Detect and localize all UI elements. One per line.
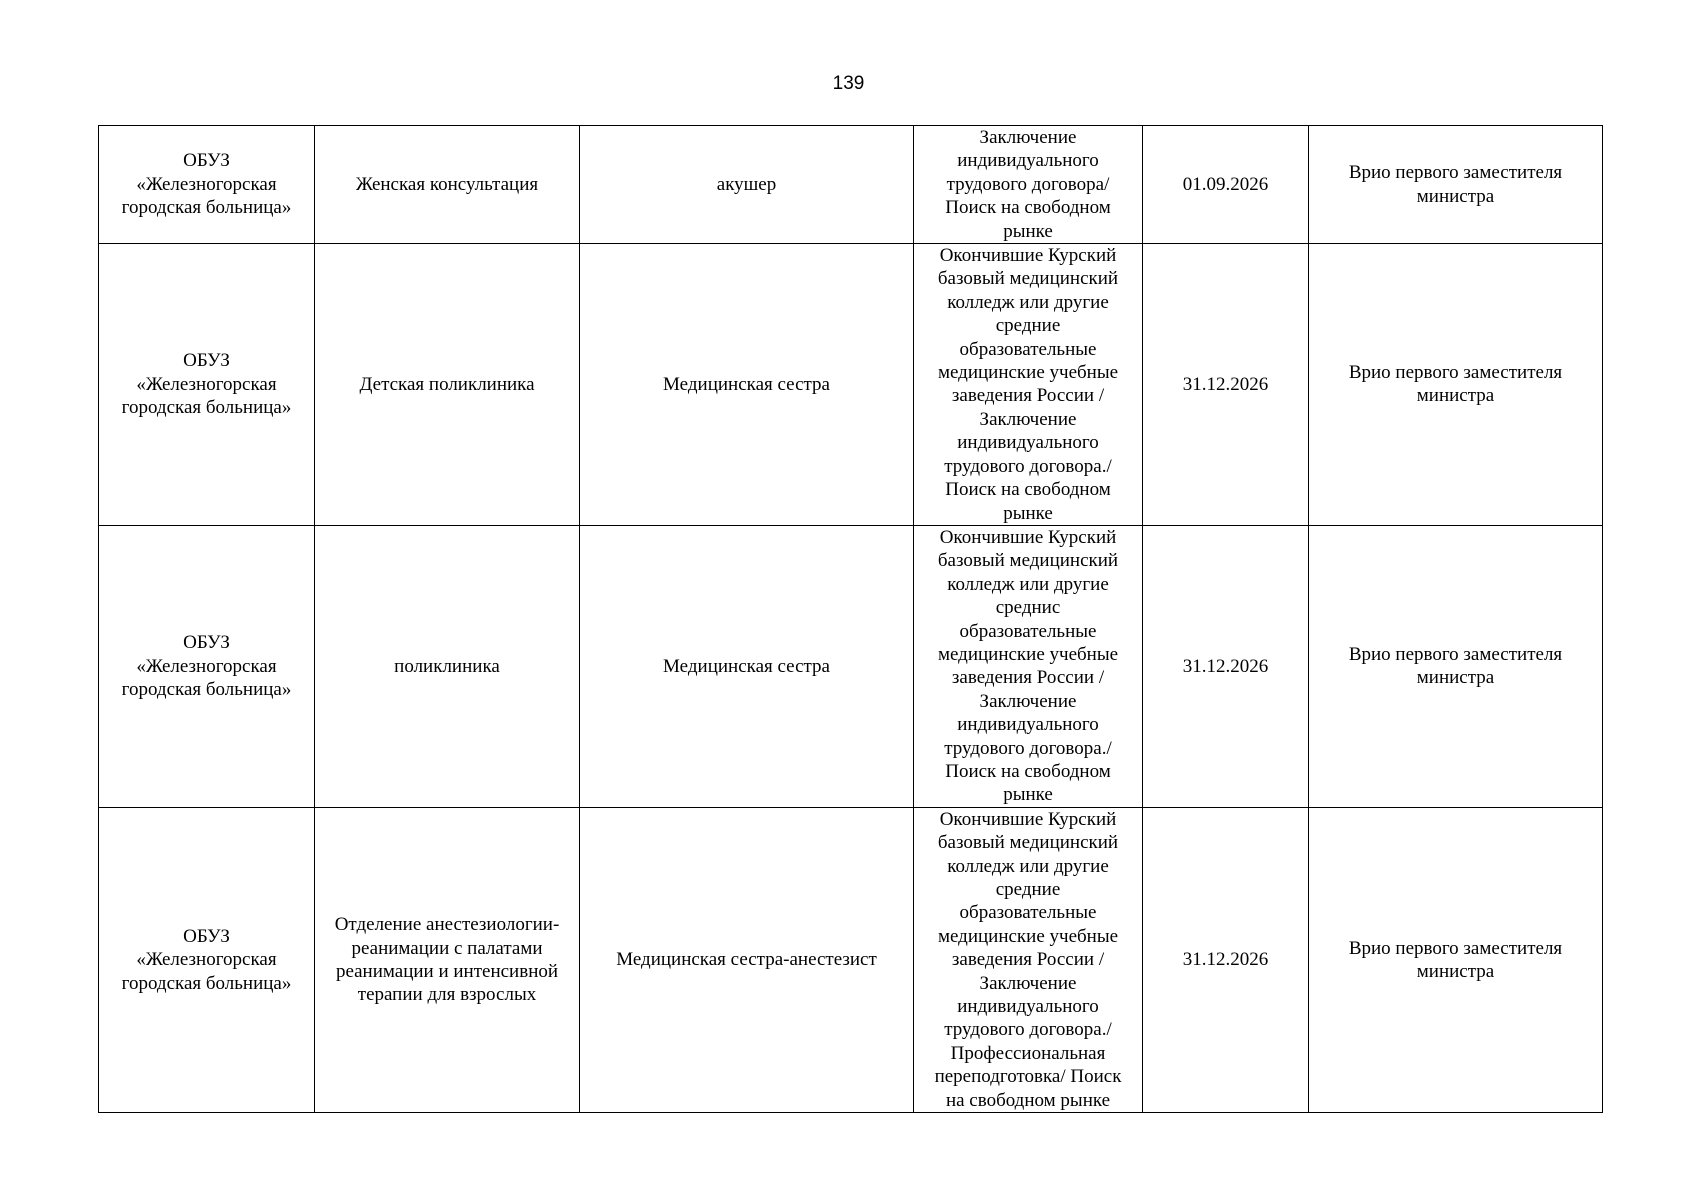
department-cell: Женская консультация <box>315 126 580 244</box>
responsible-cell: Врио первого заместителя министра <box>1309 525 1603 807</box>
organization-cell: ОБУЗ «Железногорская городская больница» <box>99 126 315 244</box>
position-cell: Медицинская сестра <box>580 525 914 807</box>
department-cell: поликлиника <box>315 525 580 807</box>
date-cell: 31.12.2026 <box>1143 244 1309 526</box>
table-row <box>99 126 1603 244</box>
table-row <box>99 244 1603 526</box>
basis-cell: Окончившие Курский базовый медицинский колледж или другие средние образовательные медицинские учебные заведения России / Заключение индивидуального трудового договора./ Профессиональная переподготовка/ Поиск на свободном рынке <box>914 807 1143 1112</box>
date-cell: 31.12.2026 <box>1143 807 1309 1112</box>
responsible-cell: Врио первого заместителя министра <box>1309 807 1603 1112</box>
page-number: 139 <box>832 73 865 94</box>
responsible-cell: Врио первого заместителя министра <box>1309 244 1603 526</box>
date-cell: 31.12.2026 <box>1143 525 1309 807</box>
position-cell: акушер <box>580 126 914 244</box>
organization-cell: ОБУЗ «Железногорская городская больница» <box>99 807 315 1112</box>
staffing-table <box>98 125 1603 1113</box>
position-cell: Медицинская сестра-анестезист <box>580 807 914 1112</box>
table-row <box>99 525 1603 807</box>
responsible-cell: Врио первого заместителя министра <box>1309 126 1603 244</box>
organization-cell: ОБУЗ «Железногорская городская больница» <box>99 244 315 526</box>
basis-cell: Заключение индивидуального трудового договора/ Поиск на свободном рынке <box>914 126 1143 244</box>
basis-cell: Окончившие Курский базовый медицинский колледж или другие средние образовательные медицинские учебные заведения России / Заключение индивидуального трудового договора./ Поиск на свободном рынке <box>914 244 1143 526</box>
date-cell: 01.09.2026 <box>1143 126 1309 244</box>
position-cell: Медицинская сестра <box>580 244 914 526</box>
department-cell: Отделение анестезиологии- реанимации с палатами реанимации и интенсивной терапии для взрослых <box>315 807 580 1112</box>
table-row <box>99 807 1603 1112</box>
organization-cell: ОБУЗ «Железногорская городская больница» <box>99 525 315 807</box>
basis-cell: Окончившие Курский базовый медицинский колледж или другие среднис образовательные медицинские учебные заведения России / Заключение индивидуального трудового договора./ Поиск на свободном рынке <box>914 525 1143 807</box>
department-cell: Детская поликлиника <box>315 244 580 526</box>
